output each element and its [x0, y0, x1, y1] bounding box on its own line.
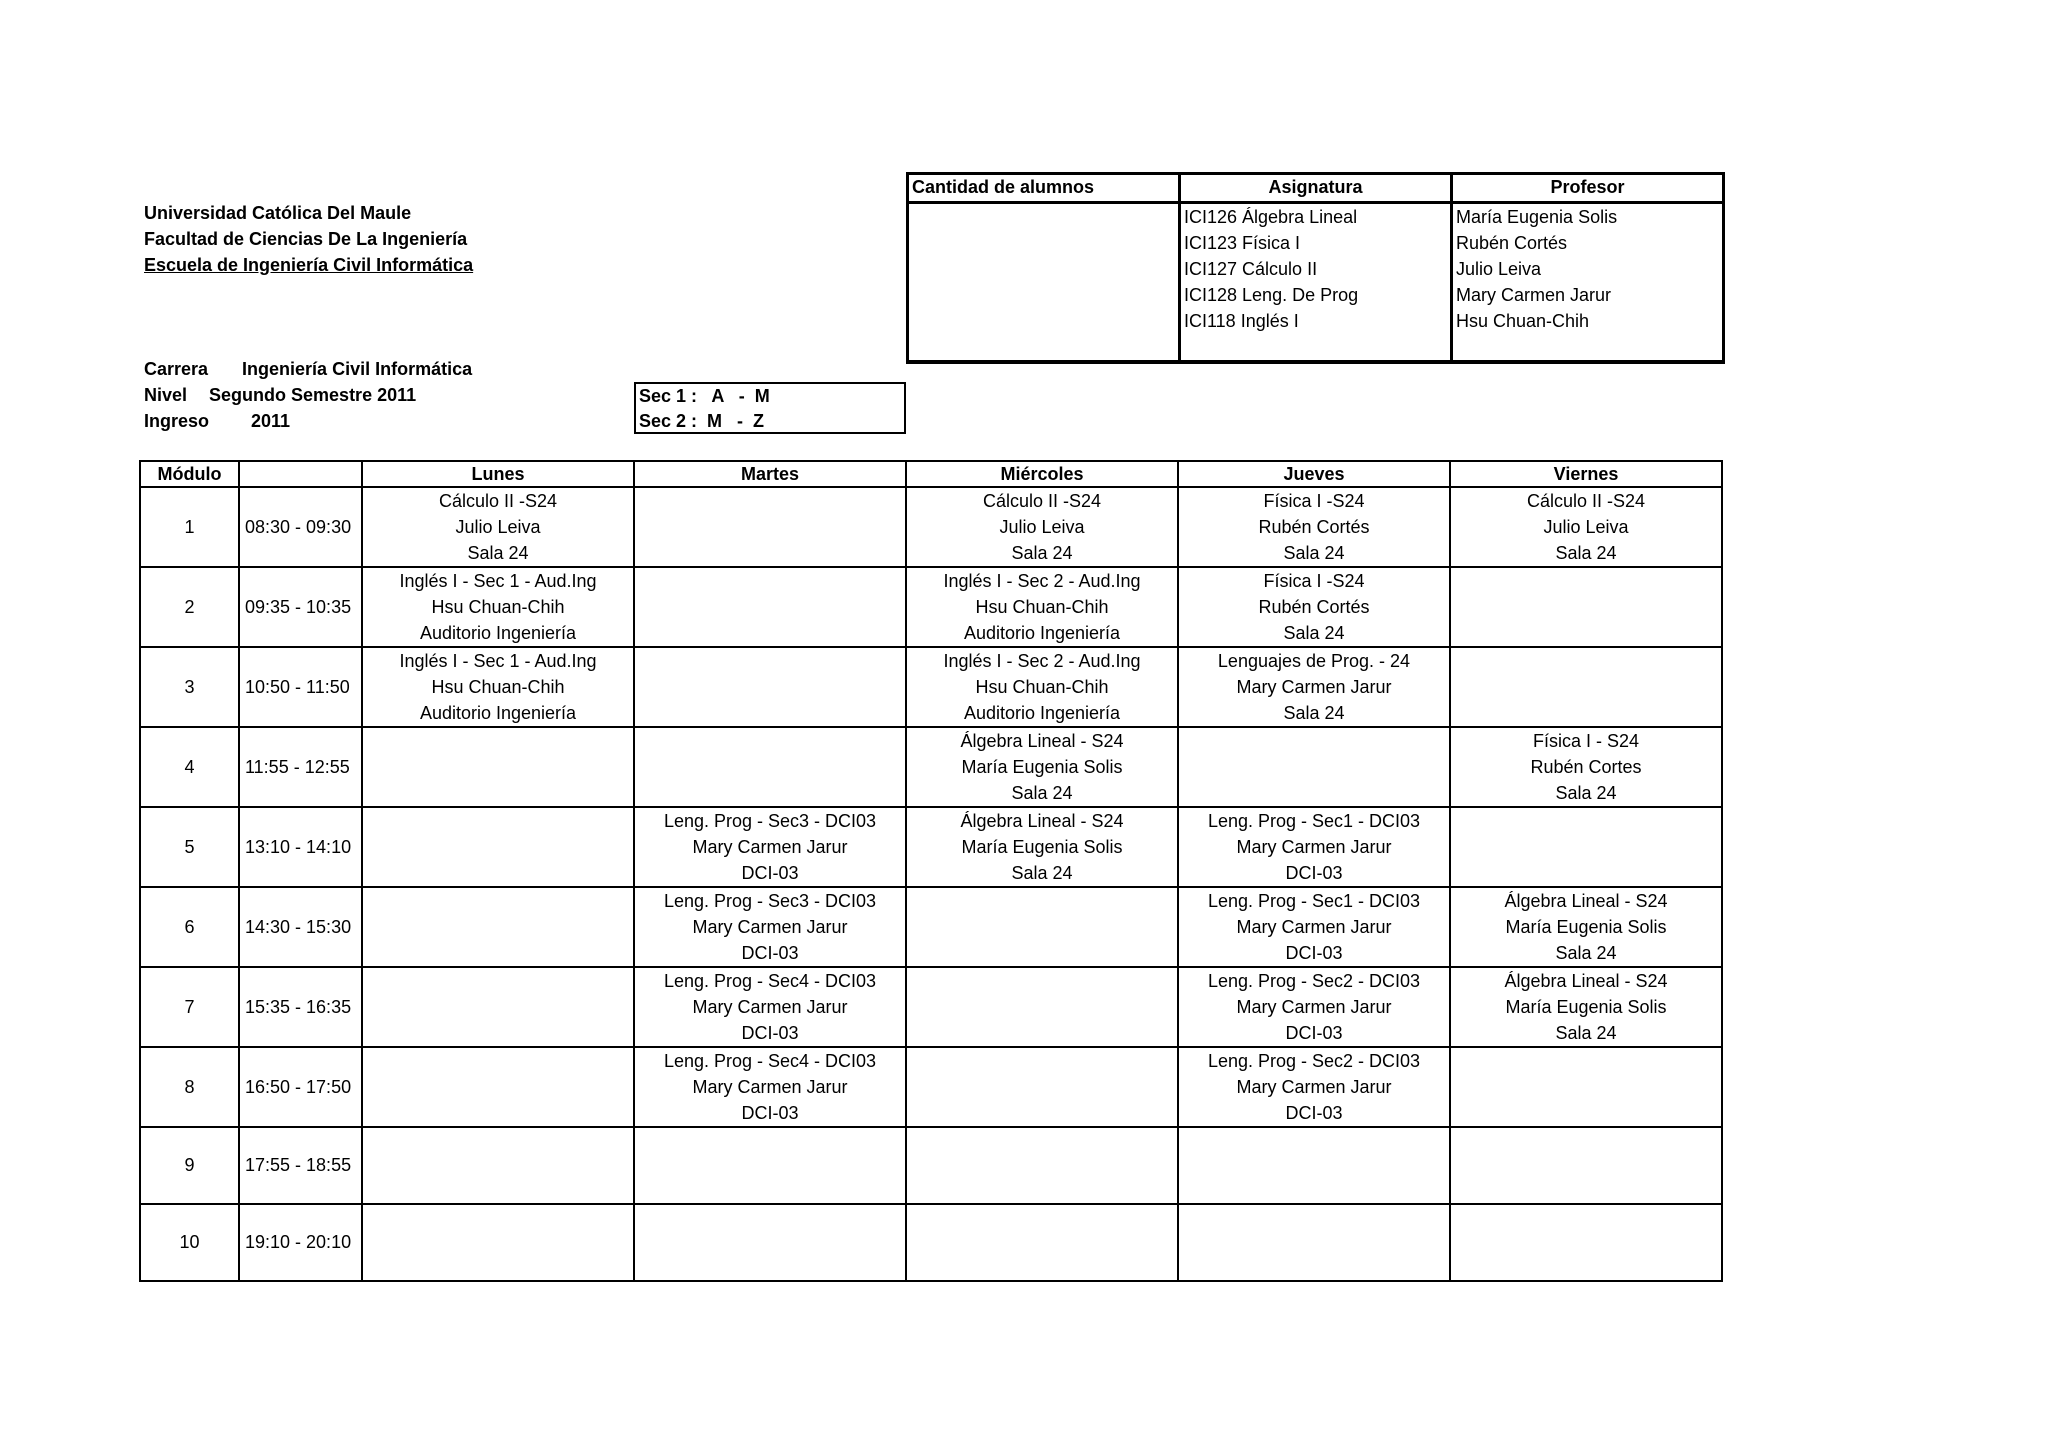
header-modulo: Módulo: [140, 461, 239, 487]
time-cell: 10:50 - 11:50: [239, 647, 362, 727]
class-course: Álgebra Lineal - S24: [1504, 891, 1668, 911]
header-martes: Martes: [634, 461, 906, 487]
class-course: Leng. Prog - Sec2 - DCI03: [1207, 1051, 1421, 1071]
class-teacher: Rubén Cortés: [1258, 517, 1370, 537]
class-cell-lunes: [362, 807, 634, 887]
faculty-name: Facultad de Ciencias De La Ingeniería: [144, 229, 468, 249]
class-teacher: Hsu Chuan-Chih: [975, 597, 1109, 617]
schedule-row: [140, 647, 1722, 727]
section-1: Sec 1 : A - M: [639, 386, 770, 406]
class-teacher: Mary Carmen Jarur: [692, 837, 848, 857]
class-course: Leng. Prog - Sec3 - DCI03: [663, 811, 877, 831]
class-room: Sala 24: [1555, 783, 1617, 803]
class-cell-viernes: [1450, 727, 1722, 807]
cantidad-cell: [908, 203, 1180, 363]
class-room: DCI-03: [741, 863, 799, 883]
schedule-row: [140, 887, 1722, 967]
class-cell-viernes: [1450, 807, 1722, 887]
class-teacher: Hsu Chuan-Chih: [431, 677, 565, 697]
class-teacher: Mary Carmen Jarur: [1236, 677, 1392, 697]
class-room: Sala 24: [467, 543, 529, 563]
time-cell: 13:10 - 14:10: [239, 807, 362, 887]
class-teacher: María Eugenia Solis: [961, 757, 1123, 777]
class-cell-viernes: [1450, 887, 1722, 967]
class-room: DCI-03: [741, 1023, 799, 1043]
class-teacher: Julio Leiva: [999, 517, 1085, 537]
class-cell-jueves: [1178, 807, 1450, 887]
class-cell-viernes: [1450, 567, 1722, 647]
class-cell-lunes: [362, 1204, 634, 1281]
carrera-label: Carrera: [144, 359, 209, 379]
class-cell-martes: [634, 487, 906, 567]
class-cell-lunes: [362, 487, 634, 567]
class-cell-lunes: [362, 887, 634, 967]
class-teacher: Mary Carmen Jarur: [692, 1077, 848, 1097]
class-room: DCI-03: [1285, 943, 1343, 963]
time-cell: 09:35 - 10:35: [239, 567, 362, 647]
class-cell-viernes: [1450, 967, 1722, 1047]
class-room: Auditorio Ingeniería: [963, 623, 1121, 643]
header-cantidad: Cantidad de alumnos: [908, 174, 1180, 203]
class-course: Inglés I - Sec 1 - Aud.Ing: [399, 651, 597, 671]
header-miercoles: Miércoles: [906, 461, 1178, 487]
class-cell-lunes: [362, 567, 634, 647]
time-cell: 19:10 - 20:10: [239, 1204, 362, 1281]
class-room: Sala 24: [1283, 623, 1345, 643]
schedule-header-row: [140, 461, 1722, 487]
course-header-row: [908, 174, 1724, 203]
class-cell-jueves: [1178, 1127, 1450, 1204]
class-course: Leng. Prog - Sec1 - DCI03: [1207, 891, 1421, 911]
class-course: Cálculo II -S24: [1526, 491, 1646, 511]
asignatura-item: ICI127 Cálculo II: [1184, 259, 1318, 279]
class-cell-martes: [634, 1047, 906, 1127]
class-cell-lunes: [362, 1127, 634, 1204]
modulo-cell: 3: [140, 647, 239, 727]
class-cell-martes: [634, 967, 906, 1047]
class-course: Leng. Prog - Sec4 - DCI03: [663, 1051, 877, 1071]
class-cell-miercoles: [906, 887, 1178, 967]
nivel-value: Segundo Semestre 2011: [209, 385, 417, 405]
class-cell-lunes: [362, 967, 634, 1047]
class-cell-miercoles: [906, 567, 1178, 647]
class-course: Inglés I - Sec 2 - Aud.Ing: [943, 571, 1141, 591]
time-cell: 16:50 - 17:50: [239, 1047, 362, 1127]
modulo-cell: 4: [140, 727, 239, 807]
class-course: Física I -S24: [1263, 491, 1365, 511]
class-teacher: Rubén Cortes: [1530, 757, 1642, 777]
class-cell-lunes: [362, 647, 634, 727]
school-name: Escuela de Ingeniería Civil Informática: [144, 255, 474, 275]
modulo-cell: 5: [140, 807, 239, 887]
class-teacher: Hsu Chuan-Chih: [975, 677, 1109, 697]
class-room: Auditorio Ingeniería: [419, 703, 577, 723]
time-cell: 11:55 - 12:55: [239, 727, 362, 807]
class-course: Álgebra Lineal - S24: [960, 811, 1124, 831]
time-cell: 17:55 - 18:55: [239, 1127, 362, 1204]
ingreso-row: [144, 408, 472, 434]
schedule-row: [140, 1204, 1722, 1281]
ingreso-value: 2011: [251, 411, 291, 431]
class-course: Álgebra Lineal - S24: [960, 731, 1124, 751]
header-profesor: Profesor: [1452, 174, 1724, 203]
header-jueves: Jueves: [1178, 461, 1450, 487]
class-cell-jueves: [1178, 1047, 1450, 1127]
modulo-cell: 1: [140, 487, 239, 567]
class-cell-martes: [634, 1127, 906, 1204]
header-lunes: Lunes: [362, 461, 634, 487]
class-cell-viernes: [1450, 647, 1722, 727]
class-room: DCI-03: [1285, 1023, 1343, 1043]
schedule-body: [140, 487, 1722, 1281]
class-cell-lunes: [362, 727, 634, 807]
class-cell-jueves: [1178, 1204, 1450, 1281]
class-course: Física I - S24: [1532, 731, 1640, 751]
class-course: Inglés I - Sec 1 - Aud.Ing: [399, 571, 597, 591]
class-room: DCI-03: [1285, 863, 1343, 883]
class-room: Sala 24: [1011, 783, 1073, 803]
carrera-value: Ingeniería Civil Informática: [242, 359, 473, 379]
class-cell-jueves: [1178, 567, 1450, 647]
header-asignatura: Asignatura: [1180, 174, 1452, 203]
class-cell-viernes: [1450, 1204, 1722, 1281]
modulo-cell: 2: [140, 567, 239, 647]
schedule-row: [140, 1047, 1722, 1127]
class-teacher: Mary Carmen Jarur: [1236, 917, 1392, 937]
class-cell-martes: [634, 1204, 906, 1281]
profesor-item: Mary Carmen Jarur: [1456, 285, 1612, 305]
class-cell-martes: [634, 727, 906, 807]
class-cell-viernes: [1450, 1127, 1722, 1204]
time-cell: 14:30 - 15:30: [239, 887, 362, 967]
profesor-item: María Eugenia Solis: [1456, 207, 1618, 227]
class-teacher: Mary Carmen Jarur: [692, 997, 848, 1017]
class-cell-miercoles: [906, 1204, 1178, 1281]
class-cell-miercoles: [906, 967, 1178, 1047]
modulo-cell: 6: [140, 887, 239, 967]
asignatura-item: ICI123 Física I: [1184, 233, 1301, 253]
class-teacher: Hsu Chuan-Chih: [431, 597, 565, 617]
schedule-table: [139, 460, 1723, 1282]
profesor-item: Rubén Cortés: [1456, 233, 1568, 253]
section-box: [634, 382, 906, 434]
class-course: Cálculo II -S24: [982, 491, 1102, 511]
program-info: [144, 356, 472, 434]
class-cell-miercoles: [906, 1127, 1178, 1204]
class-cell-martes: [634, 567, 906, 647]
schedule-row: [140, 487, 1722, 567]
class-room: Sala 24: [1555, 943, 1617, 963]
class-cell-jueves: [1178, 887, 1450, 967]
class-course: Lenguajes de Prog. - 24: [1217, 651, 1411, 671]
modulo-cell: 10: [140, 1204, 239, 1281]
class-course: Leng. Prog - Sec1 - DCI03: [1207, 811, 1421, 831]
class-room: Sala 24: [1283, 703, 1345, 723]
asignatura-item: ICI128 Leng. De Prog: [1184, 285, 1359, 305]
class-teacher: Mary Carmen Jarur: [1236, 837, 1392, 857]
class-course: Leng. Prog - Sec4 - DCI03: [663, 971, 877, 991]
carrera-row: [144, 356, 472, 382]
time-cell: 08:30 - 09:30: [239, 487, 362, 567]
header-time: [239, 461, 362, 487]
modulo-cell: 8: [140, 1047, 239, 1127]
class-teacher: Mary Carmen Jarur: [1236, 1077, 1392, 1097]
class-cell-jueves: [1178, 647, 1450, 727]
profesor-cell: [1452, 203, 1724, 363]
course-summary-table: [906, 172, 1725, 364]
class-cell-martes: [634, 647, 906, 727]
asignatura-item: ICI118 Inglés I: [1184, 311, 1299, 331]
course-body-row: [908, 203, 1724, 363]
ingreso-label: Ingreso: [144, 411, 210, 431]
class-cell-jueves: [1178, 967, 1450, 1047]
class-course: Física I -S24: [1263, 571, 1365, 591]
class-cell-jueves: [1178, 727, 1450, 807]
class-teacher: Mary Carmen Jarur: [692, 917, 848, 937]
class-room: Sala 24: [1283, 543, 1345, 563]
class-teacher: María Eugenia Solis: [961, 837, 1123, 857]
class-cell-martes: [634, 887, 906, 967]
class-teacher: Mary Carmen Jarur: [1236, 997, 1392, 1017]
schedule-row: [140, 727, 1722, 807]
class-course: Inglés I - Sec 2 - Aud.Ing: [943, 651, 1141, 671]
class-teacher: Julio Leiva: [455, 517, 541, 537]
class-cell-miercoles: [906, 1047, 1178, 1127]
class-cell-viernes: [1450, 487, 1722, 567]
class-cell-lunes: [362, 1047, 634, 1127]
section-2: Sec 2 : M - Z: [639, 411, 765, 431]
class-room: DCI-03: [741, 943, 799, 963]
asignatura-cell: [1180, 203, 1452, 363]
modulo-cell: 9: [140, 1127, 239, 1204]
class-teacher: María Eugenia Solis: [1505, 917, 1667, 937]
class-teacher: Julio Leiva: [1543, 517, 1629, 537]
class-course: Álgebra Lineal - S24: [1504, 971, 1668, 991]
schedule-row: [140, 567, 1722, 647]
class-course: Cálculo II -S24: [438, 491, 558, 511]
class-room: DCI-03: [741, 1103, 799, 1123]
schedule-row: [140, 1127, 1722, 1204]
class-room: DCI-03: [1285, 1103, 1343, 1123]
class-room: Sala 24: [1011, 543, 1073, 563]
university-name: Universidad Católica Del Maule: [144, 203, 412, 223]
class-cell-miercoles: [906, 727, 1178, 807]
class-room: Auditorio Ingeniería: [419, 623, 577, 643]
class-course: Leng. Prog - Sec3 - DCI03: [663, 891, 877, 911]
schedule-row: [140, 967, 1722, 1047]
nivel-row: [144, 382, 472, 408]
nivel-label: Nivel: [144, 385, 188, 405]
class-teacher: María Eugenia Solis: [1505, 997, 1667, 1017]
class-room: Sala 24: [1011, 863, 1073, 883]
class-cell-jueves: [1178, 487, 1450, 567]
time-cell: 15:35 - 16:35: [239, 967, 362, 1047]
class-cell-miercoles: [906, 807, 1178, 887]
class-cell-miercoles: [906, 647, 1178, 727]
class-room: Auditorio Ingeniería: [963, 703, 1121, 723]
header-viernes: Viernes: [1450, 461, 1722, 487]
modulo-cell: 7: [140, 967, 239, 1047]
institution-header: [144, 200, 473, 278]
class-course: Leng. Prog - Sec2 - DCI03: [1207, 971, 1421, 991]
asignatura-item: ICI126 Álgebra Lineal: [1184, 207, 1358, 227]
class-cell-viernes: [1450, 1047, 1722, 1127]
profesor-item: Julio Leiva: [1456, 259, 1542, 279]
class-room: Sala 24: [1555, 543, 1617, 563]
class-cell-miercoles: [906, 487, 1178, 567]
class-cell-martes: [634, 807, 906, 887]
profesor-item: Hsu Chuan-Chih: [1456, 311, 1590, 331]
class-teacher: Rubén Cortés: [1258, 597, 1370, 617]
schedule-row: [140, 807, 1722, 887]
class-room: Sala 24: [1555, 1023, 1617, 1043]
